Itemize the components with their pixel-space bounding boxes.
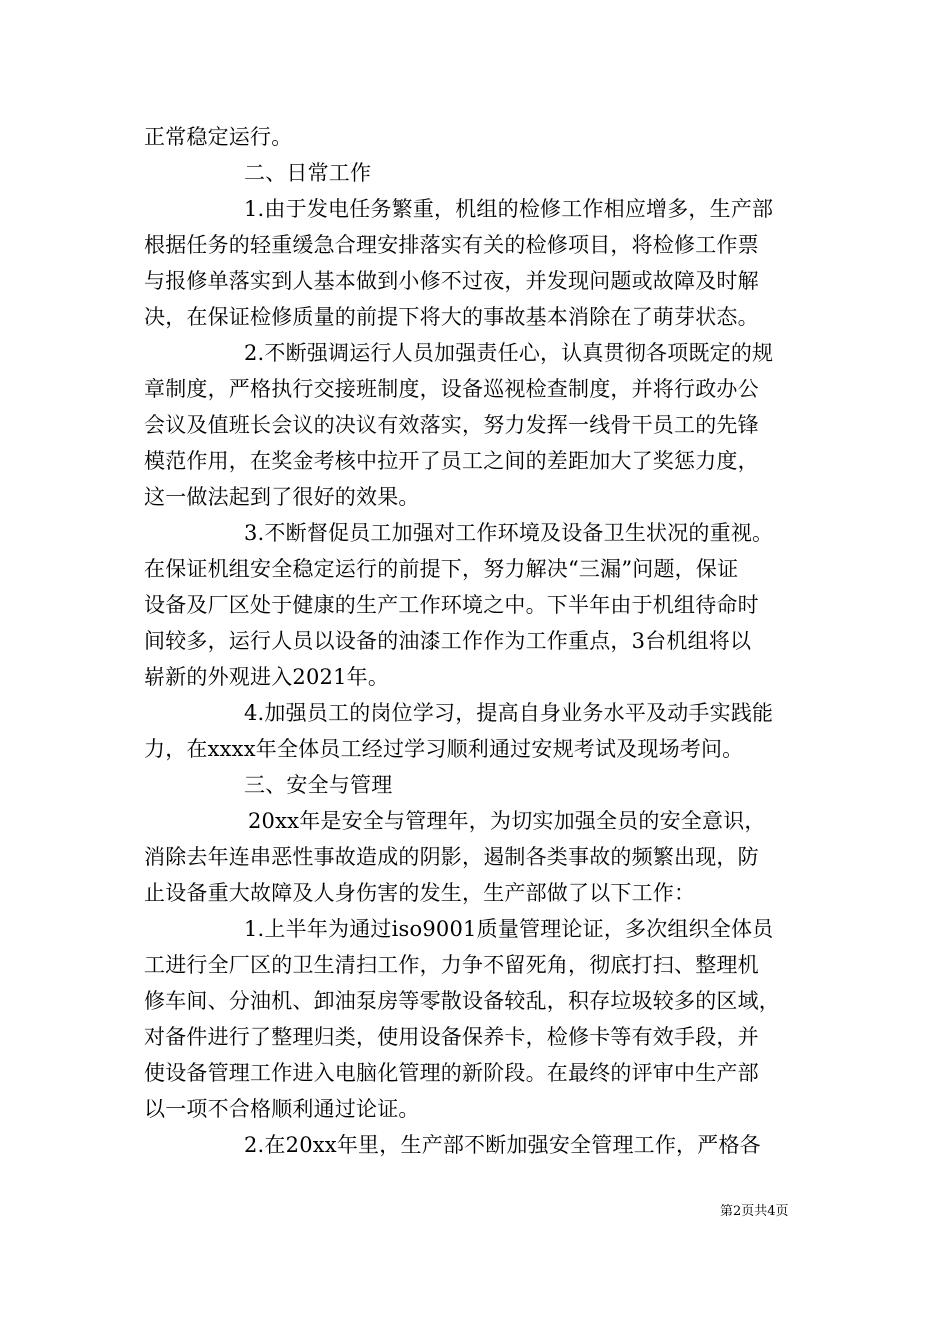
text-line: 力，在xxxx年全体员工经过学习顺利通过安规考试及现场考问。	[144, 737, 744, 761]
text-line: 止设备重大故障及人身伤害的发生，生产部做了以下工作：	[144, 881, 696, 905]
text-line: 决，在保证检修质量的前提下将大的事故基本消除在了萌芽状态。	[144, 305, 759, 329]
text-line: 2.不断强调运行人员加强责任心，认真贯彻各项既定的规	[244, 341, 774, 365]
text-line: 模范作用，在奖金考核中拉开了员工之间的差距加大了奖惩力度，	[144, 449, 759, 473]
text-line: 设备及厂区处于健康的生产工作环境之中。下半年由于机组待命时	[144, 593, 759, 617]
text-line: 会议及值班长会议的决议有效落实，努力发挥一线骨干员工的先锋	[144, 413, 759, 437]
text-line: 1.上半年为通过iso9001质量管理论证，多次组织全体员	[244, 917, 774, 941]
text-line: 消除去年连串恶性事故造成的阴影，遏制各类事故的频繁出现，防	[144, 845, 759, 869]
text-line: 对备件进行了整理归类，使用设备保养卡，检修卡等有效手段，并	[144, 1025, 759, 1049]
text-line: 20xx年是安全与管理年，为切实加强全员的安全意识，	[248, 809, 766, 833]
section-heading-safety-management: 三、安全与管理	[244, 773, 393, 797]
text-line: 1.由于发电任务繁重，机组的检修工作相应增多，生产部	[244, 197, 774, 221]
text-line: 修车间、分油机、卸油泵房等零散设备较乱，积存垃圾较多的区域，	[144, 989, 780, 1013]
page-number-footer: 第2页共4页	[720, 1204, 789, 1219]
text-line: 章制度，严格执行交接班制度，设备巡视检查制度，并将行政办公	[144, 377, 759, 401]
text-line: 崭新的外观进入2021年。	[144, 665, 390, 689]
text-line: 以一项不合格顺利通过论证。	[144, 1097, 420, 1121]
text-line: 2.在20xx年里，生产部不断加强安全管理工作，严格各	[244, 1133, 761, 1157]
text-line: 与报修单落实到人基本做到小修不过夜，并发现问题或故障及时解	[144, 269, 759, 293]
text-line: 在保证机组安全稳定运行的前提下，努力解决“三漏”问题，保证	[144, 557, 739, 581]
text-line: 4.加强员工的岗位学习，提高自身业务水平及动手实践能	[244, 701, 774, 725]
text-line: 使设备管理工作进入电脑化管理的新阶段。在最终的评审中生产部	[144, 1061, 759, 1085]
text-line: 工进行全厂区的卫生清扫工作，力争不留死角，彻底打扫、整理机	[144, 953, 759, 977]
text-line: 3.不断督促员工加强对工作环境及设备卫生状况的重视。	[244, 521, 774, 545]
text-line: 这一做法起到了很好的效果。	[144, 485, 420, 509]
text-line: 根据任务的轻重缓急合理安排落实有关的检修项目，将检修工作票	[144, 233, 759, 257]
text-line: 正常稳定运行。	[144, 125, 293, 149]
section-heading-daily-work: 二、日常工作	[244, 161, 372, 185]
text-line: 间较多，运行人员以设备的油漆工作作为工作重点，3台机组将以	[144, 629, 752, 653]
